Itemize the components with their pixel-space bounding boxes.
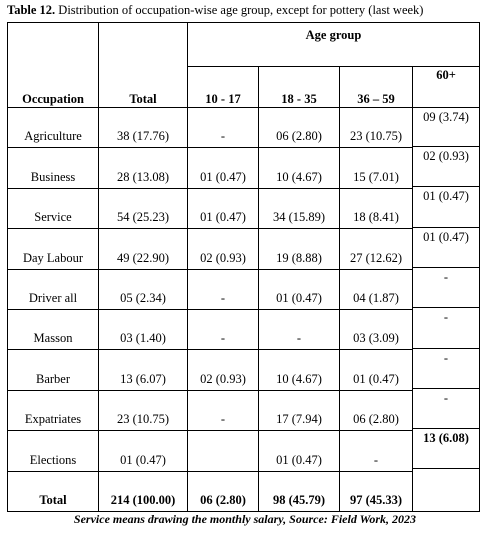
row-divider	[8, 309, 412, 310]
table-cell-occupation: Driver all	[28, 291, 78, 305]
table-cell-a10_17: 01 (0.47)	[200, 210, 246, 225]
row-divider	[8, 147, 412, 148]
row-divider	[412, 267, 479, 268]
table-cell-a10_17: 06 (2.80)	[200, 493, 246, 507]
table-caption	[7, 2, 423, 18]
table-cell-total: 28 (13.08)	[116, 169, 170, 184]
table-cell-total: 214 (100.00)	[110, 493, 176, 507]
row-divider	[412, 307, 479, 308]
table-title: Distribution of occupation-wise age group, except for pottery (last week)	[58, 3, 424, 17]
table-cell-a36_59: 18 (8.41)	[353, 210, 399, 225]
row-divider	[8, 430, 412, 431]
table-cell-total: 03 (1.40)	[120, 331, 166, 346]
table-cell-total: 49 (22.90)	[116, 250, 170, 265]
header-divider	[8, 107, 412, 108]
table-cell-a60: 02 (0.93)	[423, 149, 469, 163]
header-total: Total	[129, 92, 157, 106]
table-footnote: Service means drawing the monthly salary, Source: Field Work, 2023	[73, 512, 417, 526]
table-cell-occupation: Expatriates	[24, 412, 82, 427]
row-divider	[8, 471, 412, 472]
table-cell-a60: -	[443, 351, 449, 365]
table-cell-occupation: Barber	[35, 371, 70, 386]
row-divider	[412, 468, 479, 469]
table-cell-total: 38 (17.76)	[116, 129, 170, 144]
header-occupation: Occupation	[22, 92, 84, 106]
row-divider	[8, 228, 412, 229]
table-cell-occupation: Service	[34, 210, 72, 225]
table-cell-a18_35: -	[296, 331, 302, 346]
table-cell-a36_59: 15 (7.01)	[353, 169, 399, 184]
row-divider	[412, 186, 479, 187]
table-cell-a18_35: 06 (2.80)	[276, 129, 322, 144]
table-cell-a60: 09 (3.74)	[423, 110, 469, 124]
table-cell-a18_35: 98 (45.79)	[272, 493, 326, 507]
table-cell-occupation: Day Labour	[22, 250, 84, 265]
table-cell-a10_17: 01 (0.47)	[200, 169, 246, 184]
table-cell-a36_59: 97 (45.33)	[349, 493, 403, 507]
table-cell-a60: 01 (0.47)	[423, 189, 469, 203]
row-divider	[412, 146, 479, 147]
table-cell-a36_59: 01 (0.47)	[353, 371, 399, 386]
table-cell-a36_59: 23 (10.75)	[349, 129, 403, 144]
table-cell-occupation: Business	[30, 169, 76, 184]
age-group-header: Age group	[305, 28, 362, 42]
row-divider	[8, 188, 412, 189]
occupation-age-table	[7, 22, 480, 512]
table-cell-occupation: Elections	[29, 452, 77, 467]
table-cell-a10_17: -	[220, 129, 226, 144]
table-cell-a60: -	[443, 270, 449, 284]
row-divider	[8, 349, 412, 350]
header-age-18-35: 18 - 35	[281, 92, 317, 106]
row-divider	[412, 107, 479, 108]
table-cell-a10_17: -	[220, 331, 226, 346]
row-divider	[412, 227, 479, 228]
table-cell-a10_17: 02 (0.93)	[200, 250, 246, 265]
table-cell-a18_35: 34 (15.89)	[272, 210, 326, 225]
table-cell-a60: 13 (6.08)	[423, 431, 469, 445]
table-cell-occupation: Masson	[33, 331, 73, 346]
table-cell-total: 23 (10.75)	[116, 412, 170, 427]
header-age-10-17: 10 - 17	[205, 92, 241, 106]
table-cell-a10_17: 02 (0.93)	[200, 371, 246, 386]
table-cell-a60: -	[443, 310, 449, 324]
table-cell-a36_59: -	[373, 452, 379, 467]
table-cell-a18_35: 10 (4.67)	[276, 371, 322, 386]
table-cell-occupation: Agriculture	[24, 129, 82, 144]
table-cell-a60: 01 (0.47)	[423, 230, 469, 244]
table-cell-a18_35: 10 (4.67)	[276, 169, 322, 184]
table-cell-a36_59: 06 (2.80)	[353, 412, 399, 427]
table-cell-a18_35: 01 (0.47)	[276, 291, 322, 305]
table-number: Table 12.	[7, 3, 56, 17]
table-cell-a36_59: 04 (1.87)	[353, 291, 399, 305]
table-cell-occupation: Total	[39, 493, 67, 507]
table-cell-a36_59: 03 (3.09)	[353, 331, 399, 346]
row-divider	[8, 269, 412, 270]
table-cell-total: 05 (2.34)	[120, 291, 166, 305]
header-age-36-59: 36 – 59	[357, 92, 395, 106]
row-divider	[412, 388, 479, 389]
row-divider	[412, 348, 479, 349]
row-divider	[412, 428, 479, 429]
table-cell-total: 01 (0.47)	[120, 452, 166, 467]
table-cell-a60: -	[443, 391, 449, 405]
header-divider	[187, 66, 479, 67]
table-cell-a36_59: 27 (12.62)	[349, 250, 403, 265]
table-cell-a10_17: -	[220, 412, 226, 427]
header-age-60-plus: 60+	[436, 68, 456, 82]
row-divider	[8, 390, 412, 391]
table-cell-total: 13 (6.07)	[120, 371, 166, 386]
table-cell-a10_17: -	[220, 291, 226, 305]
table-cell-total: 54 (25.23)	[116, 210, 170, 225]
table-cell-a18_35: 17 (7.94)	[276, 412, 322, 427]
table-cell-a18_35: 19 (8.88)	[276, 250, 322, 265]
table-cell-a18_35: 01 (0.47)	[276, 452, 322, 467]
